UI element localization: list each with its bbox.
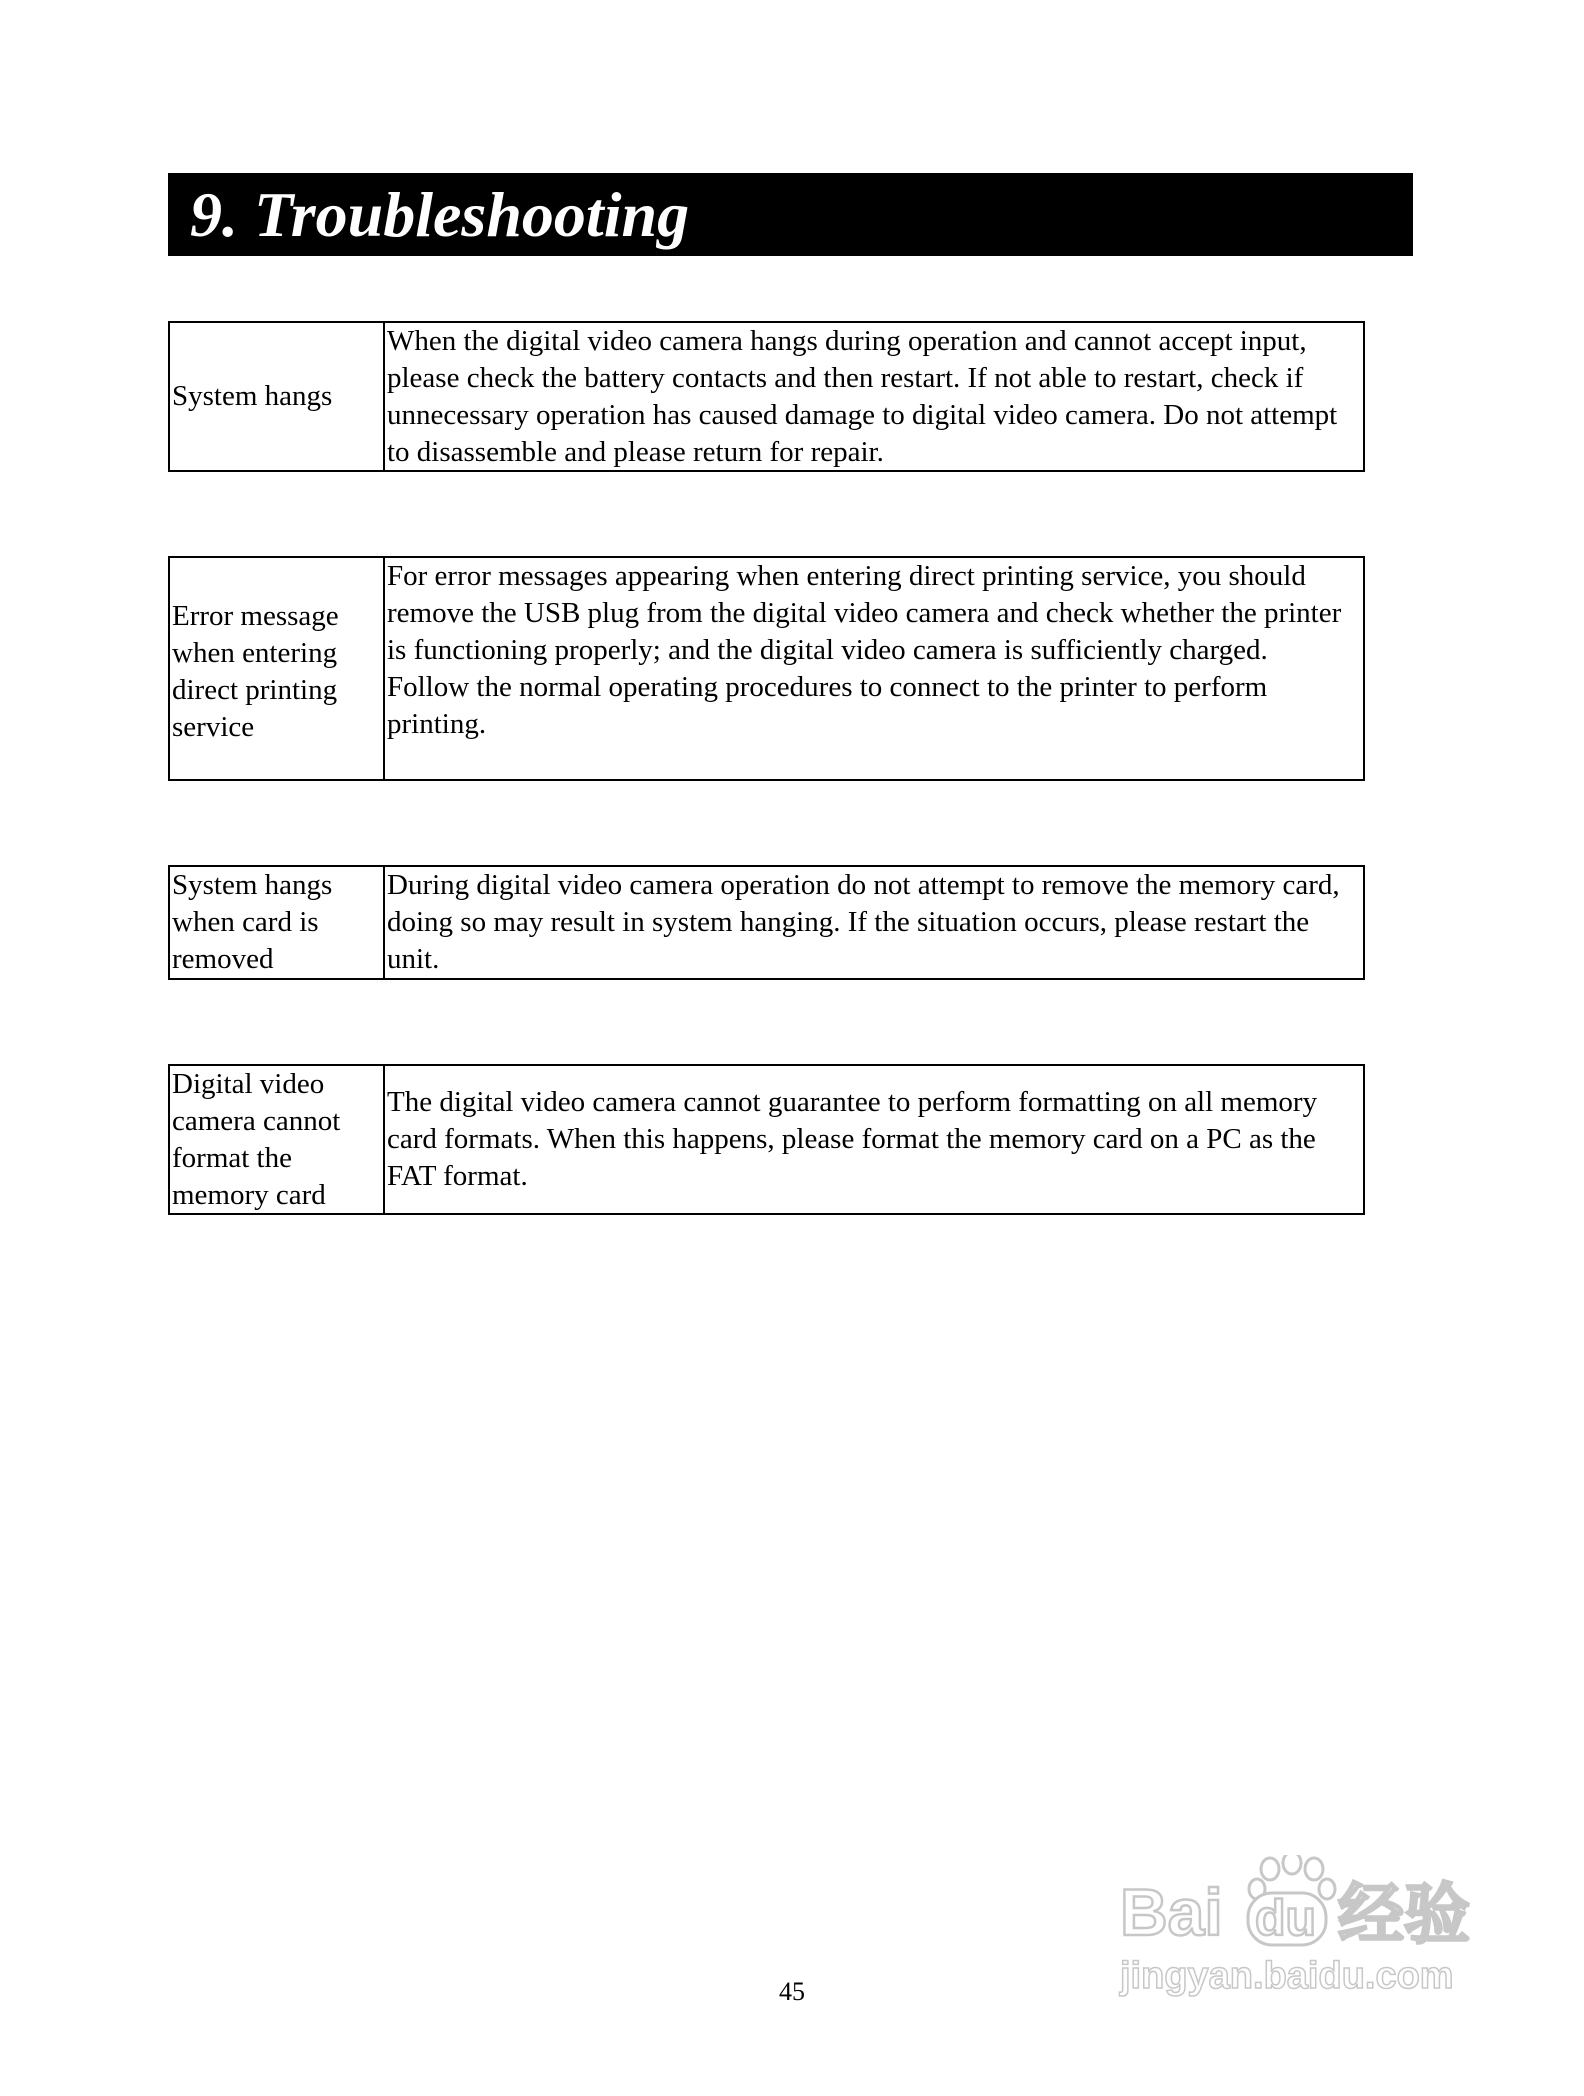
page-number: 45: [779, 1977, 805, 2006]
problem-cell: System hangs: [170, 323, 385, 470]
troubleshooting-row-card-removed: [168, 865, 1365, 980]
baidu-logo-icon: [1120, 1855, 1500, 1950]
troubleshooting-row-system-hangs: [168, 321, 1365, 472]
problem-cell: Digital video camera cannot format the memory card: [170, 1066, 385, 1213]
problem-cell: Error message when entering direct printing service: [170, 558, 385, 779]
section-title: 9. Troubleshooting: [190, 179, 690, 250]
solution-cell: For error messages appearing when entering direct printing service, you should remove the USB plug from the digital video camera and check whether the printer is functioning properly; and the digital video camera is sufficiently charged. Follow the normal operating procedures to connect to the printer to perform printing.: [387, 560, 1342, 740]
troubleshooting-row-cannot-format: [168, 1064, 1365, 1215]
svg-text:du: du: [1255, 1890, 1317, 1946]
solution-cell: During digital video camera operation do not attempt to remove the memory card, doing so may result in system hanging. If the situation occurs, please restart the unit.: [387, 869, 1340, 975]
svg-text:经验: 经验: [1338, 1876, 1470, 1950]
watermark-url: jingyan.baidu.com: [1120, 1955, 1454, 1997]
baidu-jingyan-watermark: [1120, 1855, 1500, 2005]
problem-cell: System hangs when card is removed: [170, 867, 385, 978]
section-title-bar: [168, 173, 1413, 256]
svg-text:Bai: Bai: [1120, 1875, 1223, 1949]
solution-cell: When the digital video camera hangs during operation and cannot accept input, please check the battery contacts and then restart. If not able to restart, check if unnecessary operation has caused damage to digital video camera. Do not attempt to disassemble and please return for repair.: [387, 325, 1338, 468]
troubleshooting-row-direct-printing-error: [168, 556, 1365, 781]
solution-cell: The digital video camera cannot guarantee to perform formatting on all memory card formats. When this happens, please format the memory card on a PC as the FAT format.: [387, 1086, 1318, 1192]
